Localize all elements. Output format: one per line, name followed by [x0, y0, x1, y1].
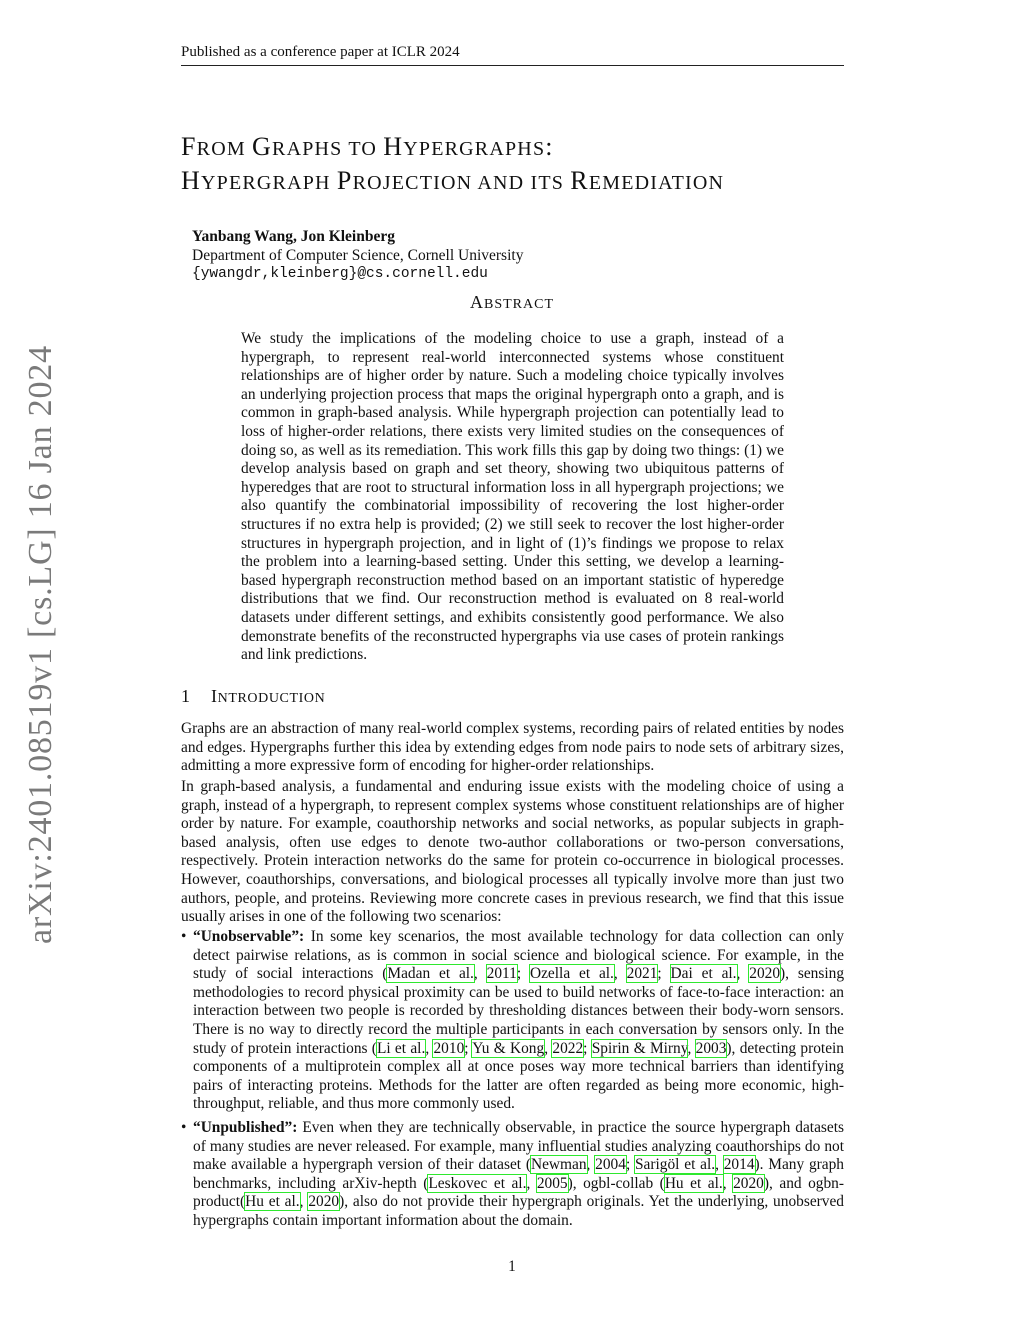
- abstract-text: We study the implications of the modeling choice to use a graph, instead of a hypergraph, to represent real-world interconnected systems whose constituent relationships are of higher order by nature. Such a modeling choice typically involves an underlying projection process that maps the original hypergraph onto a graph, and is common in graph-based analysis. While hypergraph projection can potentially lead to loss of higher-order relations, there exists very limited studies on the consequences of doing so, as well as its remediation. This work fills this gap by doing two things: (1) we develop analysis based on graph and set theory, showing two ubiquitous patterns of hyperedges that are root to structural information loss in all hypergraph projections; we also quantify the combinatorial impossibility of recovering the lost higher-order structures if no extra help is provided; (2) we still seek to recover the lost higher-order structures in hypergraph projection, and in light of (1)’s findings we propose to relax the problem into a learning-based setting. Under this setting, we develop a learning-based hypergraph reconstruction method based on an important statistic of hyperedge distributions that we find. Our reconstruction method is evaluated on 8 real-world datasets under different settings, and exhibits consistently good performance. We also demonstrate benefits of the reconstructed hypergraphs via use cases of protein rankings and link predictions.: [241, 330, 784, 664]
- author-block: [192, 227, 523, 284]
- citation-link[interactable]: Dai et al.: [670, 965, 737, 983]
- citation-link[interactable]: 2020: [308, 1193, 340, 1211]
- arxiv-identifier: arXiv:2401.08519v1 [cs.LG] 16 Jan 2024: [22, 345, 59, 944]
- section-heading-introduction: 1 INTRODUCTION: [181, 686, 326, 706]
- abstract-heading: ABSTRACT: [469, 292, 554, 312]
- citation-link[interactable]: 2004: [595, 1156, 626, 1174]
- citation-link[interactable]: Yu & Kong: [472, 1039, 545, 1057]
- author-names: Yanbang Wang, Jon Kleinberg: [192, 228, 395, 245]
- citation-link[interactable]: Hu et al.: [245, 1193, 300, 1211]
- list-item-unpublished: • “Unpublished”: Even when they are technically observable, in practice the source hypergraph datasets of many studies are never released. For example, many influential studies analyzing coauthorships do not make available a hypergraph version of their dataset (Newman, 2004; Sarigöl et al., 2014). Many graph benchmarks, including arXiv-hepth (Leskovec et al., 2005), ogbl-collab (Hu et al., 2020), and ogbn-product(Hu et al., 2020), also do not provide their hypergraph originals. Yet the underlying, unobserved hypergraphs contain important information about the domain.: [181, 1119, 844, 1231]
- citation-link[interactable]: Sarigöl et al.: [635, 1156, 716, 1174]
- citation-link[interactable]: 2022: [552, 1039, 584, 1057]
- citation-link[interactable]: Ozella et al.: [529, 965, 614, 983]
- citation-link[interactable]: 2020: [733, 1174, 764, 1192]
- scenario-list: [181, 928, 844, 1231]
- citation-link[interactable]: Madan et al.: [387, 965, 474, 983]
- author-email[interactable]: {ywangdr,kleinberg}@cs.cornell.edu: [192, 266, 488, 282]
- affiliation: Department of Computer Science, Cornell University: [192, 247, 524, 264]
- page-number: 1: [508, 1258, 516, 1275]
- citation-link[interactable]: Hu et al.: [664, 1174, 723, 1192]
- citation-link[interactable]: Spirin & Mirny: [591, 1039, 688, 1057]
- citation-link[interactable]: Newman: [530, 1156, 587, 1174]
- citation-link[interactable]: 2003: [695, 1039, 727, 1057]
- citation-link[interactable]: Leskovec et al.: [428, 1174, 527, 1192]
- citation-link[interactable]: 2021: [626, 965, 658, 983]
- paper-title: [181, 131, 724, 199]
- list-item-unobservable: • “Unobservable”: In some key scenarios, the most available technology for data collection can only detect pairwise relations, as is common in social science and biological science. For example, in the study of social interactions (Madan et al., 2011; Ozella et al., 2021; Dai et al., 2020), sensing methodologies to record physical proximity can be used to build networks of face-to-face interaction: an interaction between two people is recorded by thresholding distances between their body-worn sensors. There is no way to directly record the multiple participants in each conversation by sensors only. In the study of protein interactions (Li et al., 2010; Yu & Kong, 2022; Spirin & Mirny, 2003), detecting protein components of a multiprotein complex all at once poses way more technical barriers than identifying pairs of interacting proteins. Methods for the latter are often regarded as being more economic, high-throughput, reliable, and thus more commonly used.: [181, 928, 844, 1114]
- intro-paragraph-1: Graphs are an abstraction of many real-world complex systems, recording pairs of related entities by nodes and edges. Hypergraphs further this idea by extending edges from node pairs to node sets of arbitrary sizes, admitting a more expressive form of encoding for higher-order relationships.: [181, 720, 844, 775]
- citation-link[interactable]: 2020: [749, 965, 781, 983]
- running-header: Published as a conference paper at ICLR 2024: [181, 44, 460, 60]
- citation-link[interactable]: 2014: [723, 1156, 755, 1174]
- citation-link[interactable]: Li et al.: [376, 1039, 426, 1057]
- title-line-1: FROM GRAPHS TO HYPERGRAPHS:: [181, 132, 554, 161]
- title-line-2: HYPERGRAPH PROJECTION AND ITS REMEDIATION: [181, 166, 725, 195]
- citation-link[interactable]: 2011: [486, 965, 517, 983]
- citation-link[interactable]: 2005: [536, 1174, 568, 1192]
- citation-link[interactable]: 2010: [433, 1039, 465, 1057]
- header-rule: [181, 65, 844, 66]
- intro-paragraph-2: In graph-based analysis, a fundamental and enduring issue exists with the modeling choice of using a graph, instead of a hypergraph, to represent complex systems whose constituent relationships are of higher order by nature. For example, coauthorship networks and social networks, as popular subjects in graph-based analysis, often use edges to denote two-author collaborations or two-person conversations, respectively. Protein interaction networks do the same for protein co-occurrence in biological processes. However, coauthorships, conversations, and biological processes all typically involve more than just two authors, people, and proteins. Reviewing more concrete cases in previous research, we find that this issue usually arises in one of the following two scenarios:: [181, 778, 844, 926]
